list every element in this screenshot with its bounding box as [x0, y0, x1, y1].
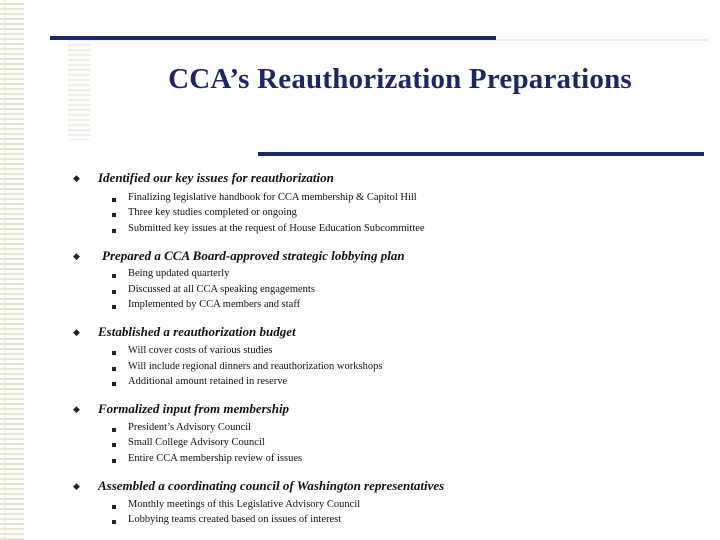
square-bullet-icon — [112, 351, 116, 355]
list-item: Will cover costs of various studies — [128, 345, 273, 356]
square-bullet-icon — [112, 505, 116, 509]
list-item: Discussed at all CCA speaking engagements — [128, 284, 315, 295]
list-item: Finalizing legislative handbook for CCA membership & Capitol Hill — [128, 192, 417, 203]
list-item: Being updated quarterly — [128, 268, 230, 279]
square-bullet-icon — [112, 443, 116, 447]
list-item: Entire CCA membership review of issues — [128, 453, 303, 464]
list-item: Small College Advisory Council — [128, 437, 265, 448]
square-bullet-icon — [112, 198, 116, 202]
square-bullet-icon — [112, 520, 116, 524]
square-bullet-icon — [112, 305, 116, 309]
diamond-bullet-icon: ◆ — [73, 251, 80, 261]
square-bullet-icon — [112, 290, 116, 294]
list-item: Submitted key issues at the request of House Education Subcommittee — [128, 223, 425, 234]
section-heading: Assembled a coordinating council of Washington representatives — [98, 478, 445, 493]
square-bullet-icon — [112, 459, 116, 463]
title-top-rule — [50, 36, 496, 40]
list-item: Lobbying teams created based on issues of interest — [128, 514, 342, 525]
diamond-bullet-icon: ◆ — [73, 404, 80, 414]
square-bullet-icon — [112, 382, 116, 386]
title-bottom-rule — [258, 152, 704, 156]
left-decorative-band-texture — [2, 0, 8, 540]
list-item: Will include regional dinners and reauthorization workshops — [128, 361, 383, 372]
left-decorative-band — [0, 0, 24, 540]
list-item: Three key studies completed or ongoing — [128, 207, 297, 218]
diamond-bullet-icon: ◆ — [73, 481, 80, 491]
section-heading: Identified our key issues for reauthorization — [98, 170, 334, 185]
diamond-bullet-icon: ◆ — [73, 173, 80, 183]
square-bullet-icon — [112, 274, 116, 278]
list-item: Implemented by CCA members and staff — [128, 299, 301, 310]
list-item: Additional amount retained in reserve — [128, 376, 288, 387]
square-bullet-icon — [112, 428, 116, 432]
square-bullet-icon — [112, 213, 116, 217]
square-bullet-icon — [112, 229, 116, 233]
list-item: President’s Advisory Council — [128, 422, 252, 433]
section-heading: Established a reauthorization budget — [98, 324, 296, 339]
section-heading: Formalized input from membership — [98, 401, 290, 416]
slide-title: CCA’s Reauthorization Preparations — [168, 63, 632, 95]
diamond-bullet-icon: ◆ — [73, 327, 80, 337]
list-item: Monthly meetings of this Legislative Advisory Council — [128, 499, 361, 510]
square-bullet-icon — [112, 367, 116, 371]
section-heading: Prepared a CCA Board-approved strategic lobbying plan — [102, 248, 405, 263]
